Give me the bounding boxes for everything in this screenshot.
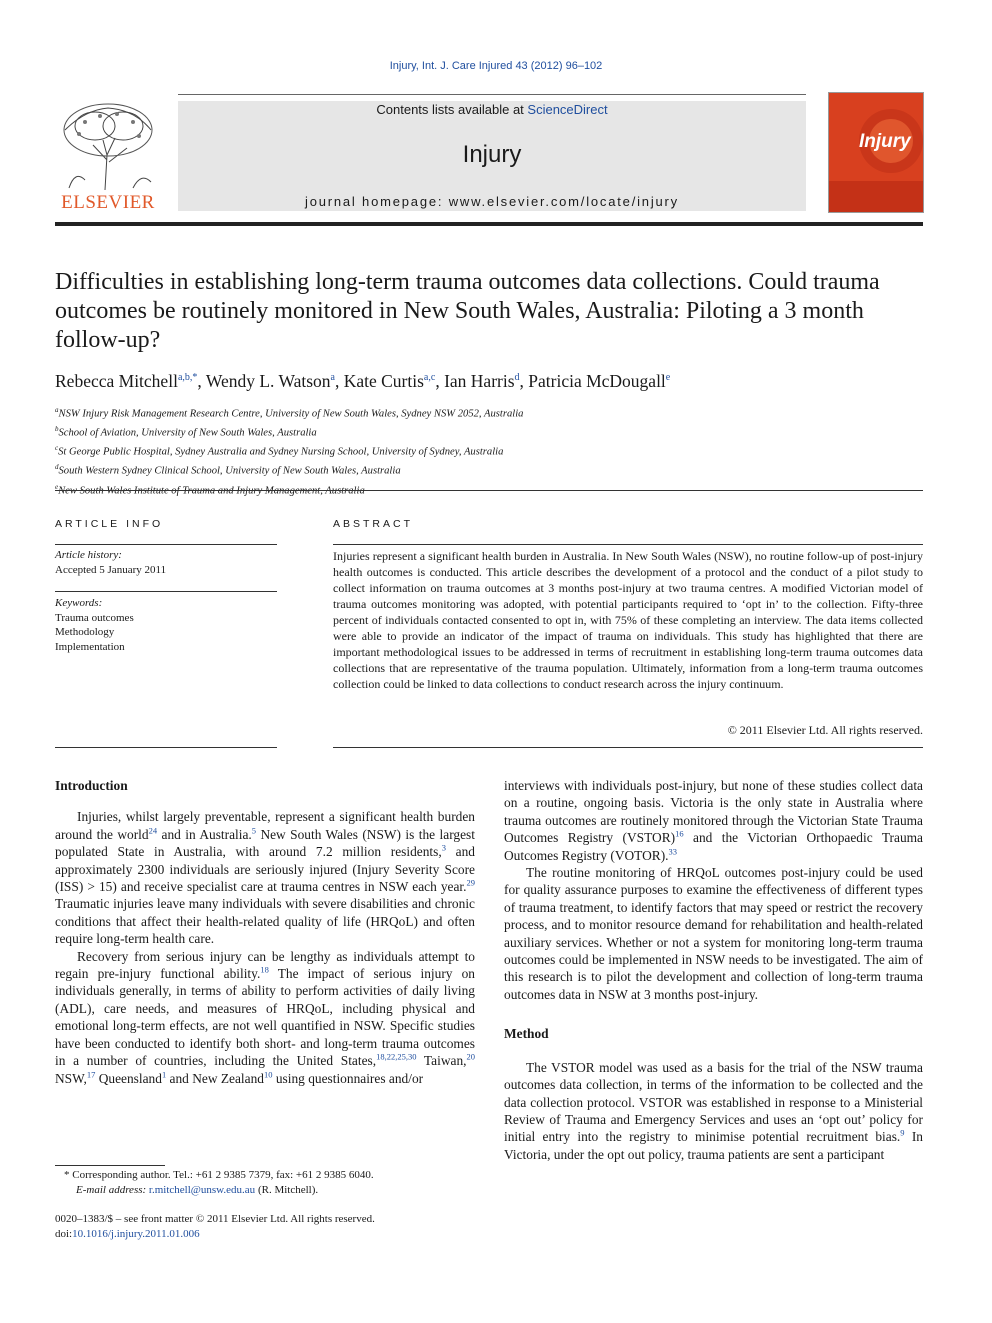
footnote-corresponding: * Corresponding author. Tel.: +61 2 9385 7379, fax: +61 2 9385 6040. E-mail address: r.mitchell@unsw.edu.au (R. Mitchell). [64, 1169, 374, 1196]
article-info-heading: ARTICLE INFO [55, 518, 164, 530]
journal-homepage[interactable]: journal homepage: www.elsevier.com/locate/injury [305, 194, 679, 209]
author[interactable]: Ian Harris$^d$ [444, 371, 520, 391]
introduction-heading: Introduction [55, 778, 128, 793]
affiliation: $^b$School of Aviation, University of New South Wales, Australia [55, 425, 317, 439]
info-divider [55, 544, 277, 545]
elsevier-wordmark: ELSEVIER [61, 192, 155, 213]
keyword: Methodology [55, 626, 115, 638]
author[interactable]: Kate Curtis$^{a,c}$ [343, 371, 436, 391]
article-history: Article history: Accepted 5 January 2011 [55, 549, 167, 576]
keyword: Trauma outcomes [55, 611, 134, 624]
left-column [55, 777, 475, 1087]
masthead-top-rule [178, 94, 806, 95]
citation-link[interactable]: 9 [900, 1127, 905, 1138]
method-paragraph-1: The VSTOR model was used as a basis for the trial of the NSW trauma outcomes data collection, in terms of the information to be collected and the data collection protocol. VSTOR was established in response to a Ministerial Review of Trauma and Emergency Services and uses an ‘opt out’ policy for initial entry into the registry to minimise potential recruitment bias.$^9$ In Victoria, under the opt out policy, trauma patients are sent a participant [504, 1059, 923, 1162]
abstract-copyright: © 2011 Elsevier Ltd. All rights reserved. [727, 723, 923, 737]
info-divider [55, 591, 277, 592]
info-bottom-rule [55, 747, 277, 748]
abstract-bottom-rule [333, 747, 923, 748]
header-thick-rule [55, 222, 923, 226]
sciencedirect-link[interactable]: ScienceDirect [527, 102, 608, 117]
citation-link[interactable]: 1 [161, 1069, 167, 1080]
method-heading: Method [504, 1026, 549, 1042]
citation-link[interactable]: 16 [675, 828, 684, 839]
citation-link[interactable]: 18 [260, 964, 269, 975]
journal-name: Injury [462, 141, 522, 168]
author[interactable]: Patricia McDougall$^e$ [528, 371, 671, 391]
intro-paragraph-2: Recovery from serious injury can be lengthy as individuals attempt to regain pre-injury functional ability.$^{18}$ The impact of serious injury on individuals generally, in terms of ability to perform activities of daily living (ADL), care needs, and measures of HRQoL, including physical and emotional long-term effects, are not well quantified in NSW. Specific studies have been conducted to identify both short- and long-term trauma outcomes in a number of countries, including the United States,$^{18,22,25,30}$ Taiwan,$^{20}$ NSW,$^{17}$ Queensland$^1$ and New Zealand$^{10}$ using questionnaires and/or [55, 948, 475, 1086]
right-column [504, 777, 923, 1163]
citation-link[interactable]: 20 [466, 1051, 475, 1062]
citation-link[interactable]: 33 [668, 846, 678, 857]
author-list: Rebecca Mitchell$^{a,b,*}$, Wendy L. Watson$^a$, Kate Curtis$^{a,c}$, Ian Harris$^d$, Patricia McDougall$^e$ [55, 371, 671, 391]
author[interactable]: Rebecca Mitchell$^{a,b,*}$ [55, 371, 198, 391]
abstract-heading: ABSTRACT [333, 518, 414, 530]
intro-paragraph-continued: interviews with individuals post-injury, but none of these studies collect data on a routine, ongoing basis. Victoria is the only state in Australia where trauma outcomes are routinely monitored through the Victorian State Trauma Outcomes Registry (VSTOR)$^{16}$ and the Victorian Orthopaedic Trauma Outcomes Registry (VOTOR).$^{33}$ [504, 778, 923, 863]
journal-citation[interactable]: Injury, Int. J. Care Injured 43 (2012) 96–102 [389, 60, 603, 72]
citation-link[interactable]: 18,22,25,30 [376, 1051, 417, 1062]
cover-title: Injury [859, 131, 911, 152]
citation-link[interactable]: 3 [441, 842, 446, 853]
affiliation: $^c$St George Public Hospital, Sydney Australia and Sydney Nursing School, University of Sydney, Australia [55, 444, 504, 458]
citation-link[interactable]: 10 [263, 1069, 273, 1080]
affiliations [55, 403, 923, 499]
front-matter-info: 0020–1383/$ – see front matter © 2011 Elsevier Ltd. All rights reserved. doi:10.1016/j.injury.2011.01.006 [55, 1213, 375, 1240]
doi-link[interactable]: 10.1016/j.injury.2011.01.006 [72, 1228, 200, 1240]
citation-link[interactable]: 29 [466, 877, 475, 888]
article-title: Difficulties in establishing long-term trauma outcomes data collections. Could trauma outcomes be routinely monitored in New South Wales, Australia: Piloting a 3 month follow-up? [55, 269, 880, 353]
journal-cover-thumbnail[interactable] [828, 92, 924, 213]
email-link[interactable]: r.mitchell@unsw.edu.au [148, 1184, 256, 1196]
author[interactable]: Wendy L. Watson$^a$ [205, 371, 335, 391]
keywords-block: Keywords: Trauma outcomes Methodology Implementation [55, 596, 277, 654]
affiliation: $^d$South Western Sydney Clinical School, University of New South Wales, Australia [55, 463, 401, 477]
citation-link[interactable]: 5 [251, 825, 257, 836]
keyword: Implementation [55, 640, 125, 653]
citation-link[interactable]: 17 [86, 1069, 96, 1080]
citation-link[interactable]: 24 [148, 825, 158, 836]
footnote-rule [55, 1165, 165, 1166]
affiliation: $^a$NSW Injury Risk Management Research Centre, University of New South Wales, Sydney NSW 2052, Australia [55, 406, 524, 420]
abstract-text: Injuries represent a significant health burden in Australia. In New South Wales (NSW), no routine follow-up of post-injury health outcomes is conducted. This article describes the development of a protocol and the conduct of a pilot study to collect information on trauma outcomes at 3 months post-injury at two trauma centres. A modified Victorian model of trauma outcomes monitoring was adopted, with potential participants required to ‘opt in’ to the collection. Fifty-three percent of individuals contacted consented to opt in, with 75% of these completing an interview. The data items collected were able to provide an indicator of the impact of trauma on individuals. This study has highlighted that there are important methodological issues to be addressed in terms of recruitment in establishing long-term trauma outcomes data collections that are representative of the trauma population. Ultimately, information from a long-term trauma outcomes collection could be linked to data collections to conduct research across the injury continuum. [333, 549, 923, 691]
abstract-divider [333, 544, 923, 545]
intro-paragraph-3: The routine monitoring of HRQoL outcomes post-injury could be used for quality assurance purposes to examine the effectiveness of different types of trauma treatment, to identify factors that may speed or restrict the recovery process, and to monitor resource demand for rehabilitation and health-related auxiliary services. Whether or not a system for monitoring long-term trauma outcomes could be implemented in NSW needs to be investigated. The aim of this research is to pilot the development and collection of long-term trauma outcomes data in NSW at 3 months post-injury. [504, 865, 923, 1002]
section-divider [55, 490, 923, 491]
affiliation: e [55, 482, 59, 491]
intro-paragraph-1: Injuries, whilst largely preventable, represent a significant health burden around the world$^{24}$ and in Australia.$^5$ New South Wales (NSW) is the largest populated State in Australia, with around 7.2 million residents,$^3$ and approximately 2300 individuals are seriously injured (Injury Severity Score (ISS) > 15) and receive specialist care at trauma centres in NSW each year.$^{29}$ Traumatic injuries leave many individuals with severe disabilities and chronic conditions that affect their health-related quality of life (HRQoL) and often require long-term health care. [55, 809, 475, 947]
contents-line: Contents lists available at ScienceDirect [376, 102, 608, 117]
